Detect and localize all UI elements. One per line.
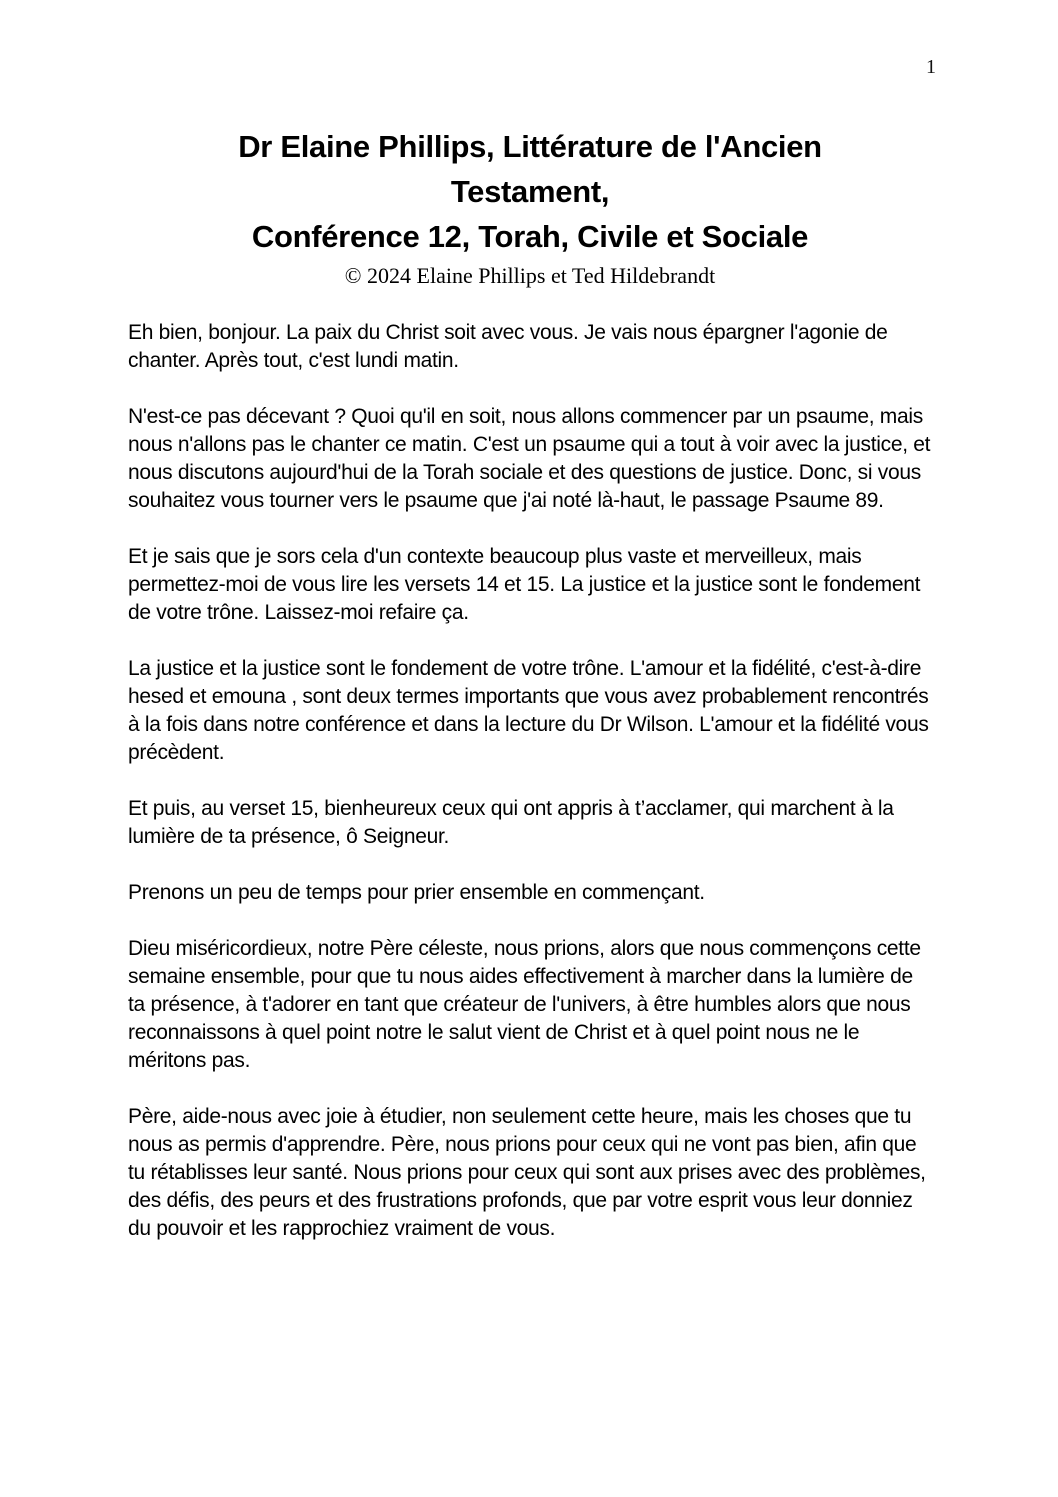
- paragraph-prayer-1: Dieu miséricordieux, notre Père céleste, nous prions, alors que nous commençons cette semaine ensemble, pour que tu nous aides effectivement à marcher dans la lumière de ta présence, à t'adorer en tant que créateur de l'univers, à être humbles alors que nous reconnaissons à quel point notre le salut vient de Christ et à quel point nous ne le méritons pas.: [128, 937, 921, 1072]
- paragraph-greeting: Eh bien, bonjour. La paix du Christ soit avec vous. Je vais nous épargner l'agonie de chanter. Après tout, c'est lundi matin.: [128, 321, 888, 372]
- title-line-1: Dr Elaine Phillips, Littérature de l'Ancien: [238, 129, 822, 164]
- paragraph-psalm-intro: N'est-ce pas décevant ? Quoi qu'il en soit, nous allons commencer par un psaume, mais nous n'allons pas le chanter ce matin. C'est un psaume qui a tout à voir avec la justice, et nous discutons aujourd'hui de la Torah sociale et des questions de justice. Donc, si vous souhaitez vous tourner vers le psaume que j'ai noté là-haut, le passage Psaume 89.: [128, 405, 931, 512]
- page-number: 1: [926, 56, 936, 78]
- title-line-3: Conférence 12, Torah, Civile et Sociale: [251, 219, 809, 254]
- paragraph-verse-15: Et puis, au verset 15, bienheureux ceux qui ont appris à t’acclamer, qui marchent à la lumière de ta présence, ô Seigneur.: [128, 797, 894, 848]
- paragraph-hesed-emouna: La justice et la justice sont le fondement de votre trône. L'amour et la fidélité, c'est-à-dire hesed et emouna , sont deux termes importants que vous avez probablement rencontrés à la fois dans notre conférence et dans la lecture du Dr Wilson. L'amour et la fidélité vous précèdent.: [128, 657, 929, 764]
- paragraph-verses-14-15: Et je sais que je sors cela d'un contexte beaucoup plus vaste et merveilleux, mais permettez-moi de vous lire les versets 14 et 15. La justice et la justice sont le fondement de votre trône. Laissez-moi refaire ça.: [128, 545, 921, 624]
- paragraph-prayer-2: Père, aide-nous avec joie à étudier, non seulement cette heure, mais les choses que tu nous as permis d'apprendre. Père, nous prions pour ceux qui ne vont pas bien, afin que tu rétablisses leur santé. Nous prions pour ceux qui sont aux prises avec des problèmes, des défis, des peurs et des frustrations profonds, que par votre esprit vous leur donniez du pouvoir et les rapprochiez vraiment de vous.: [128, 1105, 926, 1240]
- document-body: [128, 319, 932, 1243]
- paragraph-prayer-invite: Prenons un peu de temps pour prier ensemble en commençant.: [128, 881, 705, 904]
- title-line-2: Testament,: [450, 174, 610, 209]
- copyright-line: © 2024 Elaine Phillips et Ted Hildebrandt: [344, 263, 716, 288]
- document-title: [128, 124, 932, 259]
